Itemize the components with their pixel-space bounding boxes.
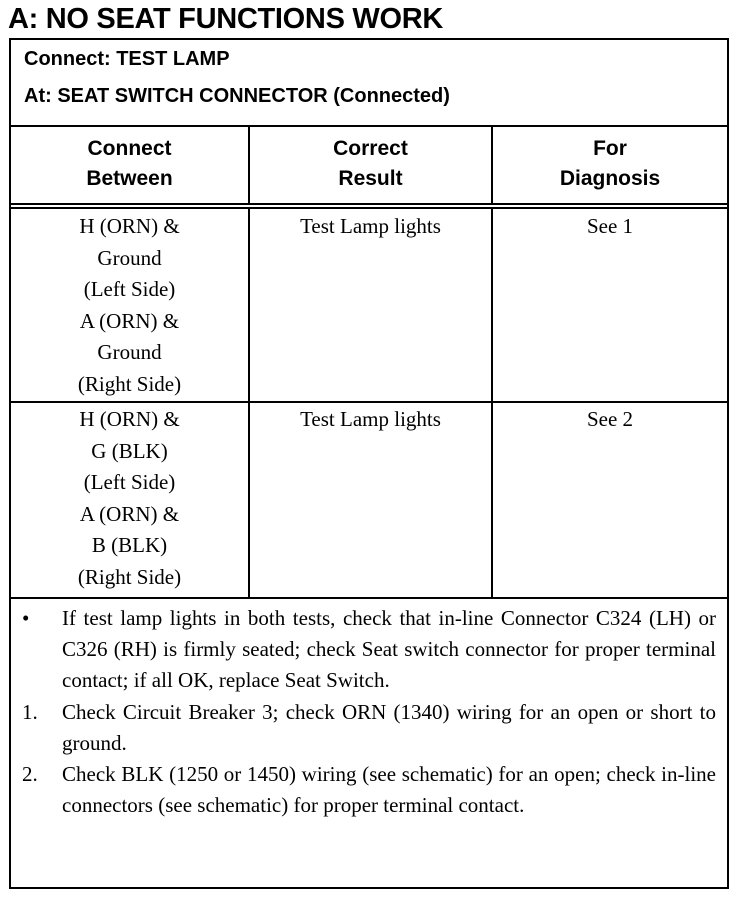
connect-instruction: Connect: TEST LAMP bbox=[24, 48, 230, 70]
cell-line: A (ORN) & bbox=[79, 308, 180, 333]
diagnosis-table bbox=[11, 125, 727, 599]
header-for-diagnosis bbox=[492, 125, 727, 206]
cell-line: (Left Side) bbox=[83, 470, 176, 494]
cell-line: (Left Side) bbox=[83, 277, 176, 301]
cell-line: A (ORN) & bbox=[79, 501, 180, 526]
connect-between-cell bbox=[11, 206, 249, 402]
number-marker: 1. bbox=[22, 699, 38, 724]
cell-line: (Right Side) bbox=[77, 564, 182, 589]
cell-line: H (ORN) & bbox=[79, 214, 180, 238]
header-line: Result bbox=[338, 167, 403, 190]
page-title: A: NO SEAT FUNCTIONS WORK bbox=[8, 3, 443, 35]
note-item bbox=[11, 603, 727, 697]
header-row bbox=[11, 125, 727, 206]
header-line: Correct bbox=[333, 137, 408, 160]
header-line: Connect bbox=[87, 137, 172, 160]
diagnostic-panel bbox=[9, 38, 729, 889]
cell-line: Ground bbox=[97, 340, 162, 364]
cell-line: G (BLK) bbox=[91, 438, 168, 463]
location-instruction: At: SEAT SWITCH CONNECTOR (Connected) bbox=[24, 85, 450, 107]
cell-line: H (ORN) & bbox=[79, 407, 180, 431]
cell-line: B (BLK) bbox=[91, 533, 168, 557]
cell-line: Ground bbox=[97, 245, 162, 270]
header-line: Diagnosis bbox=[559, 167, 661, 190]
number-marker: 2. bbox=[22, 762, 38, 787]
test-setup bbox=[11, 40, 727, 127]
bullet-marker: • bbox=[22, 606, 30, 630]
header-line: Between bbox=[86, 167, 173, 190]
for-diagnosis-cell: See 1 bbox=[492, 206, 727, 402]
note-item bbox=[11, 759, 727, 821]
table-row bbox=[11, 206, 727, 402]
cell-line: (Right Side) bbox=[77, 371, 182, 396]
connect-between-cell bbox=[11, 402, 249, 598]
note-item bbox=[11, 697, 727, 759]
header-line: For bbox=[593, 137, 627, 160]
note-text: Check Circuit Breaker 3; check ORN (1340) wiring for an open or short to ground. bbox=[62, 699, 716, 755]
note-text: If test lamp lights in both tests, check that in-line Connector C324 (LH) or C326 (RH) is firmly seated; check Seat switch connector for proper terminal contact; if all OK, replace Seat Switch. bbox=[62, 606, 716, 693]
header-connect-between bbox=[11, 125, 249, 206]
note-text: Check BLK (1250 or 1450) wiring (see schematic) for an open; check in-line connectors (see schematic) for proper terminal contact. bbox=[62, 762, 716, 818]
correct-result-cell: Test Lamp lights bbox=[249, 402, 492, 598]
table-row bbox=[11, 402, 727, 598]
for-diagnosis-cell: See 2 bbox=[492, 402, 727, 598]
diagnosis-notes bbox=[11, 603, 727, 821]
correct-result-cell: Test Lamp lights bbox=[249, 206, 492, 402]
header-correct-result bbox=[249, 125, 492, 206]
